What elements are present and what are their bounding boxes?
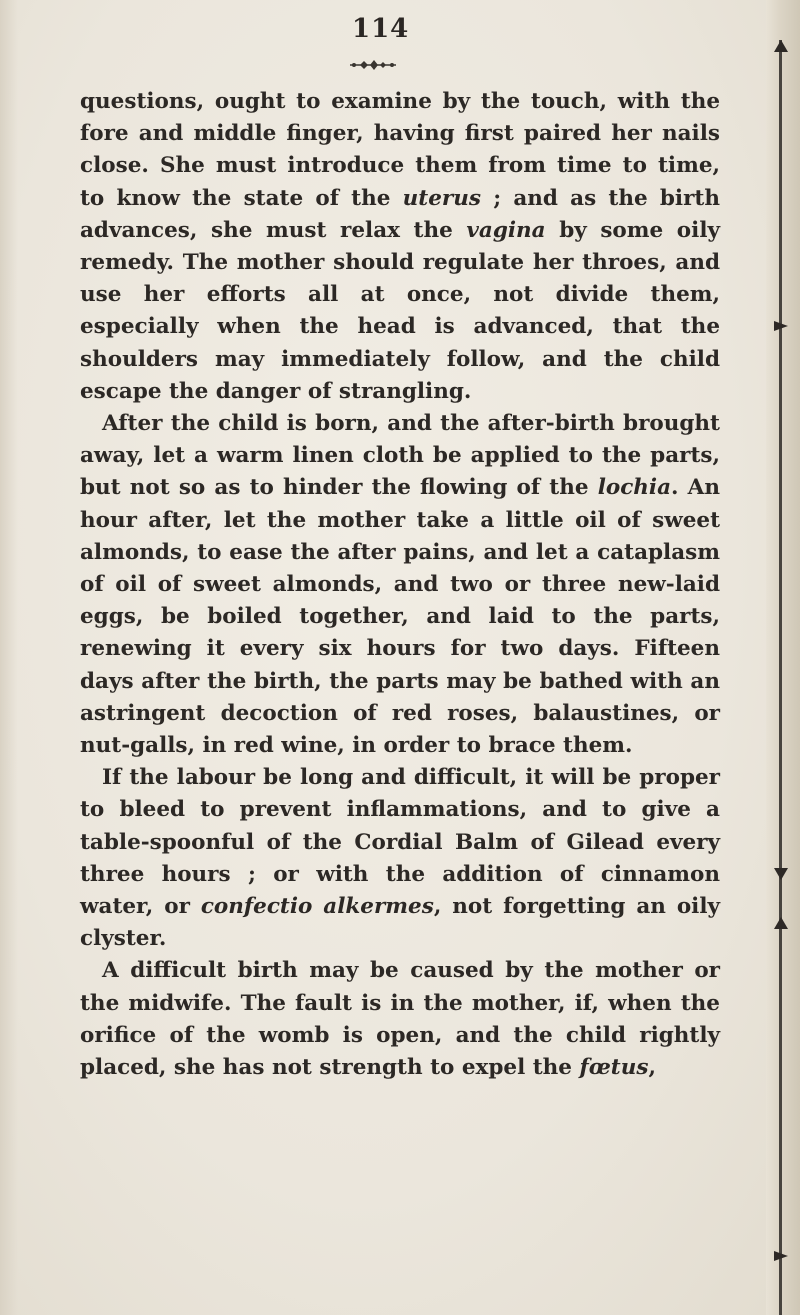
text-segment: After the child is born, and the after-birth brought away, let a warm linen cloth be applied to the parts, but not so as to hinder the flowing of the bbox=[80, 411, 720, 501]
page-number: 114 bbox=[352, 14, 410, 44]
text-segment: by some oily remedy. The mother should regulate her throes, and use her efforts all at once, not divide them, especially when the head is advanced, that the shoulders may immediately follow, and the child escape the danger of strangling. bbox=[80, 217, 720, 404]
edge-arrow-icon bbox=[770, 860, 792, 882]
body-text bbox=[80, 86, 720, 1084]
paragraph bbox=[80, 408, 720, 762]
edge-arrow-icon bbox=[770, 915, 792, 937]
text-segment: , not forgetting an oily clyster. bbox=[80, 894, 721, 952]
text-segment: ; and as the birth advances, she must relax the bbox=[80, 185, 720, 243]
paragraph bbox=[80, 86, 720, 408]
italic-text-segment: confectio alkermes bbox=[200, 894, 434, 920]
edge-arrow-icon bbox=[770, 315, 792, 337]
text-segment: If the labour be long and difficult, it will be proper to bleed to prevent inflammations, and to give a table-spoonful of the Cordial Balm of Gilead every three hours ; or with the addition of cinnamon water, or bbox=[80, 765, 720, 920]
italic-text-segment: lochia bbox=[597, 475, 672, 501]
page-fold-shadow bbox=[0, 0, 18, 1315]
edge-arrow-icon bbox=[770, 38, 792, 60]
page-edge bbox=[766, 0, 800, 1315]
text-segment: A difficult birth may be caused by the mother or the midwife. The fault is in the mother, if, when the orifice of the womb is open, and the child rightly placed, she has not strength to expel the bbox=[80, 958, 720, 1081]
ornament-divider-icon bbox=[348, 58, 398, 72]
paragraph bbox=[80, 762, 720, 955]
italic-text-segment: vagina bbox=[466, 217, 546, 243]
text-segment: . An hour after, let the mother take a little oil of sweet almonds, to ease the after pains, and let a cataplasm of oil of sweet almonds, and two or three new-laid eggs, be boiled together, and laid to the parts, renewing it every six hours for two days. Fifteen days after the birth, the parts may be bathed with an astringent decoction of red roses, balaustines, or nut-galls, in red wine, in order to brace them. bbox=[80, 475, 720, 759]
italic-text-segment: uterus bbox=[402, 185, 481, 211]
edge-arrow-icon bbox=[770, 1245, 792, 1267]
binding-edge-line bbox=[779, 40, 782, 1315]
text-segment: , bbox=[648, 1055, 656, 1081]
paragraph bbox=[80, 955, 720, 1084]
text-segment: questions, ought to examine by the touch, with the fore and middle finger, having first paired her nails close. She must introduce them from time to time, to know the state of the bbox=[80, 89, 720, 211]
italic-text-segment: fœtus bbox=[579, 1055, 649, 1081]
